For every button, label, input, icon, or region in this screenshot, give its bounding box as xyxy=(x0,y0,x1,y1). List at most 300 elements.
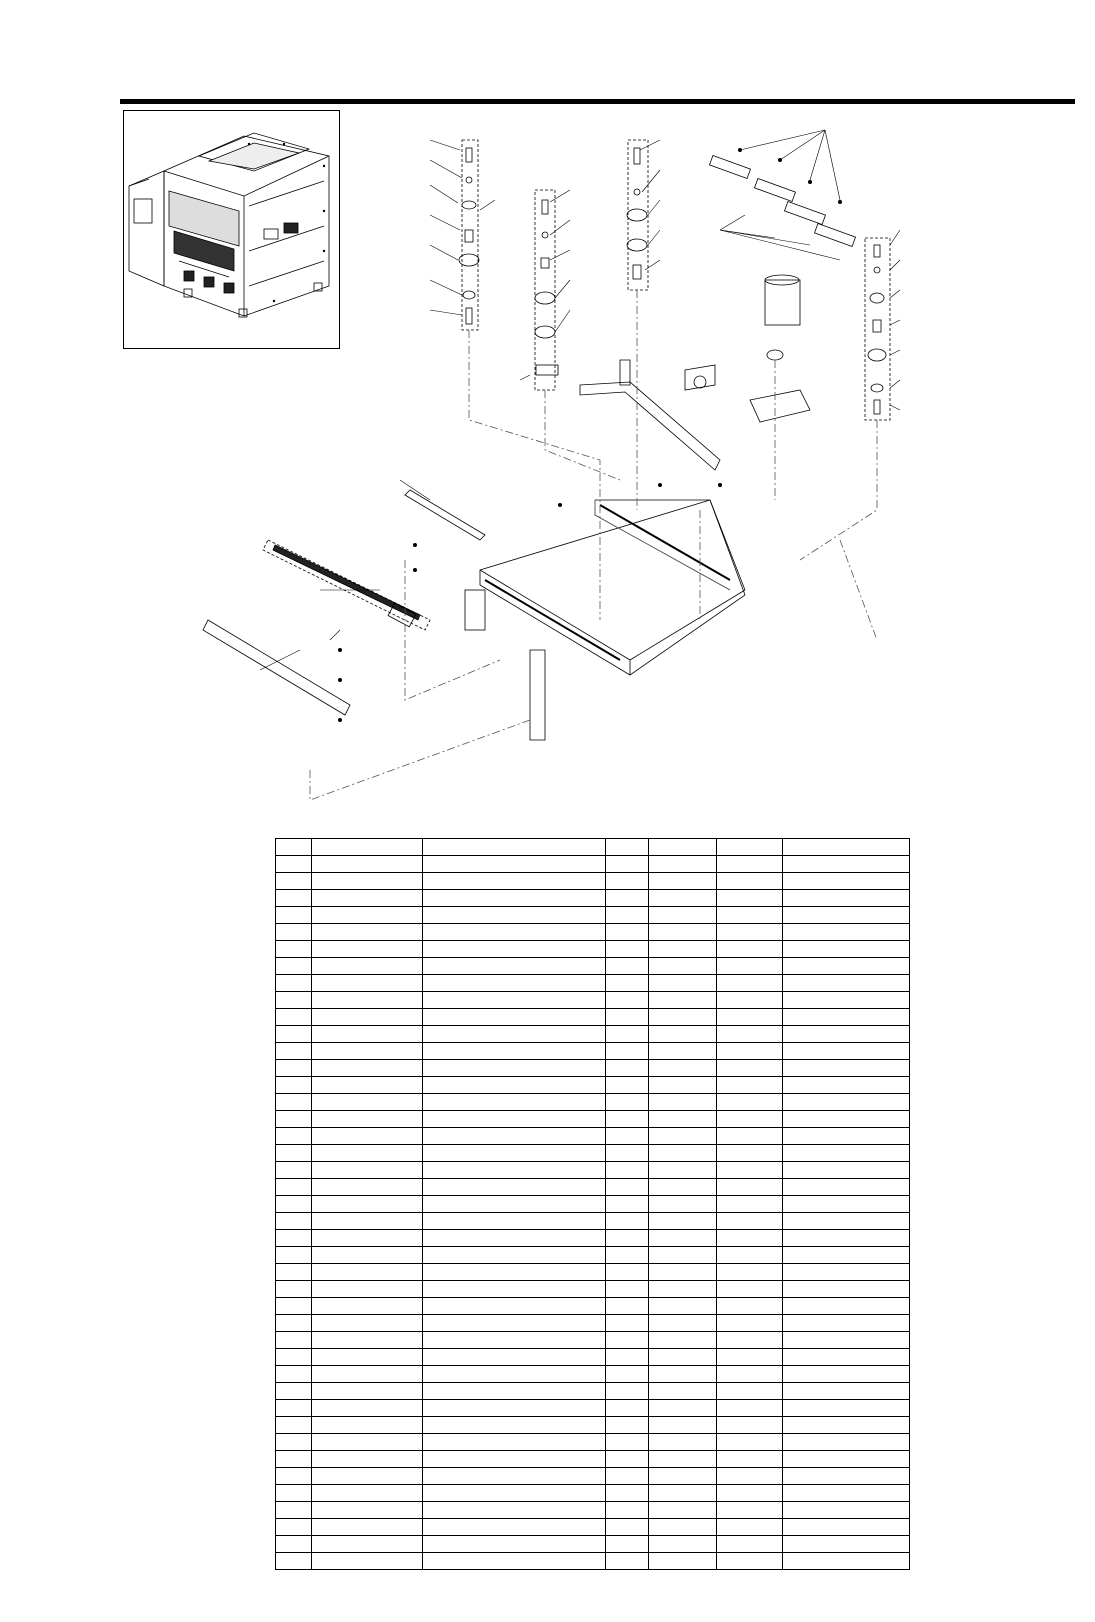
table-cell xyxy=(717,907,783,924)
table-cell xyxy=(276,1281,312,1298)
table-cell xyxy=(783,1009,910,1026)
table-cell xyxy=(717,1298,783,1315)
table-cell xyxy=(311,1468,423,1485)
table-cell xyxy=(311,1485,423,1502)
table-cell xyxy=(605,1230,649,1247)
table-cell xyxy=(276,1247,312,1264)
table-cell xyxy=(605,1349,649,1366)
table-cell xyxy=(605,1094,649,1111)
table-row xyxy=(276,1366,910,1383)
table-row xyxy=(276,1281,910,1298)
table-cell xyxy=(423,907,606,924)
table-cell xyxy=(717,1451,783,1468)
table-cell xyxy=(649,890,717,907)
table-cell xyxy=(649,839,717,856)
table-cell xyxy=(423,856,606,873)
table-cell xyxy=(649,1315,717,1332)
table-cell xyxy=(605,1553,649,1570)
table-cell xyxy=(783,1179,910,1196)
table-cell xyxy=(276,1111,312,1128)
table-cell xyxy=(276,992,312,1009)
table-cell xyxy=(423,1519,606,1536)
header-rule xyxy=(120,99,1075,104)
table-cell xyxy=(717,1468,783,1485)
table-cell xyxy=(276,1349,312,1366)
table-row xyxy=(276,1519,910,1536)
table-cell xyxy=(276,1060,312,1077)
table-cell xyxy=(276,1366,312,1383)
table-row xyxy=(276,1417,910,1434)
table-cell xyxy=(783,1026,910,1043)
table-cell xyxy=(311,975,423,992)
table-cell xyxy=(649,1536,717,1553)
table-cell xyxy=(717,1536,783,1553)
table-cell xyxy=(605,1281,649,1298)
table-cell xyxy=(605,1264,649,1281)
table-cell xyxy=(649,924,717,941)
table-cell xyxy=(649,1230,717,1247)
table-cell xyxy=(276,1230,312,1247)
table-cell xyxy=(276,907,312,924)
table-cell xyxy=(311,1553,423,1570)
table-cell xyxy=(423,1247,606,1264)
table-cell xyxy=(276,1009,312,1026)
table-cell xyxy=(717,1400,783,1417)
table-cell xyxy=(783,1349,910,1366)
table-cell xyxy=(717,1434,783,1451)
table-cell xyxy=(311,1366,423,1383)
table-cell xyxy=(783,941,910,958)
table-cell xyxy=(605,958,649,975)
table-cell xyxy=(311,1111,423,1128)
table-cell xyxy=(783,1434,910,1451)
table-cell xyxy=(649,1077,717,1094)
table-cell xyxy=(605,924,649,941)
table-cell xyxy=(605,1043,649,1060)
table-cell xyxy=(605,1179,649,1196)
table-cell xyxy=(783,1230,910,1247)
table-row xyxy=(276,1060,910,1077)
table-cell xyxy=(276,839,312,856)
table-cell xyxy=(717,1553,783,1570)
table-cell xyxy=(605,873,649,890)
table-cell xyxy=(423,1230,606,1247)
table-cell xyxy=(717,1349,783,1366)
table-cell xyxy=(717,1009,783,1026)
table-cell xyxy=(423,1366,606,1383)
table-cell xyxy=(649,1026,717,1043)
table-cell xyxy=(783,890,910,907)
table-cell xyxy=(783,1536,910,1553)
table-cell xyxy=(423,1179,606,1196)
table-cell xyxy=(311,839,423,856)
table-cell xyxy=(311,958,423,975)
table-cell xyxy=(311,1128,423,1145)
table-cell xyxy=(423,1536,606,1553)
table-cell xyxy=(783,1400,910,1417)
table-cell xyxy=(276,1553,312,1570)
table-cell xyxy=(276,1145,312,1162)
table-cell xyxy=(649,1043,717,1060)
table-cell xyxy=(423,1094,606,1111)
table-cell xyxy=(423,873,606,890)
table-cell xyxy=(605,1162,649,1179)
table-cell xyxy=(276,1536,312,1553)
table-cell xyxy=(649,1162,717,1179)
table-cell xyxy=(605,1315,649,1332)
table-cell xyxy=(276,1434,312,1451)
table-cell xyxy=(605,1247,649,1264)
table-cell xyxy=(276,1026,312,1043)
table-row xyxy=(276,839,910,856)
table-row xyxy=(276,1332,910,1349)
table-cell xyxy=(311,1179,423,1196)
table-cell xyxy=(423,1264,606,1281)
table-row xyxy=(276,856,910,873)
table-cell xyxy=(423,1332,606,1349)
table-cell xyxy=(423,1400,606,1417)
table-cell xyxy=(311,856,423,873)
table-cell xyxy=(276,890,312,907)
table-cell xyxy=(423,1077,606,1094)
table-cell xyxy=(649,992,717,1009)
table-cell xyxy=(423,1162,606,1179)
table-cell xyxy=(605,975,649,992)
table-cell xyxy=(276,1417,312,1434)
table-cell xyxy=(423,1468,606,1485)
table-cell xyxy=(783,1128,910,1145)
table-row xyxy=(276,1213,910,1230)
table-cell xyxy=(605,1077,649,1094)
table-cell xyxy=(605,1366,649,1383)
table-cell xyxy=(311,1247,423,1264)
table-cell xyxy=(423,1145,606,1162)
table-cell xyxy=(717,1230,783,1247)
table-cell xyxy=(276,1400,312,1417)
table-cell xyxy=(276,1094,312,1111)
table-cell xyxy=(311,1519,423,1536)
table-cell xyxy=(649,1145,717,1162)
table-row xyxy=(276,1009,910,1026)
table-cell xyxy=(423,975,606,992)
table-cell xyxy=(311,1383,423,1400)
table-cell xyxy=(649,1519,717,1536)
table-cell xyxy=(649,1366,717,1383)
table-row xyxy=(276,1434,910,1451)
table-cell xyxy=(423,1298,606,1315)
table-cell xyxy=(717,873,783,890)
table-cell xyxy=(311,1264,423,1281)
table-cell xyxy=(311,1060,423,1077)
table-cell xyxy=(276,1451,312,1468)
table-cell xyxy=(717,1502,783,1519)
table-row xyxy=(276,907,910,924)
table-cell xyxy=(423,1060,606,1077)
table-row xyxy=(276,1043,910,1060)
table-cell xyxy=(311,992,423,1009)
table-cell xyxy=(649,1094,717,1111)
table-row xyxy=(276,1468,910,1485)
table-cell xyxy=(276,924,312,941)
table-cell xyxy=(423,1417,606,1434)
table-cell xyxy=(311,873,423,890)
table-cell xyxy=(423,1009,606,1026)
table-row xyxy=(276,1553,910,1570)
table-cell xyxy=(783,1077,910,1094)
table-cell xyxy=(276,1315,312,1332)
table-cell xyxy=(276,1332,312,1349)
table-cell xyxy=(423,1026,606,1043)
table-cell xyxy=(311,1298,423,1315)
table-cell xyxy=(605,1009,649,1026)
table-row xyxy=(276,1400,910,1417)
table-cell xyxy=(783,1162,910,1179)
table-cell xyxy=(717,890,783,907)
table-cell xyxy=(311,1315,423,1332)
table-row xyxy=(276,1383,910,1400)
table-row xyxy=(276,1196,910,1213)
table-cell xyxy=(783,992,910,1009)
table-cell xyxy=(783,1468,910,1485)
table-cell xyxy=(423,1111,606,1128)
table-cell xyxy=(605,1196,649,1213)
table-cell xyxy=(311,1094,423,1111)
table-cell xyxy=(311,1417,423,1434)
table-cell xyxy=(649,1128,717,1145)
table-cell xyxy=(783,1519,910,1536)
table-cell xyxy=(276,1162,312,1179)
table-cell xyxy=(649,1468,717,1485)
table-cell xyxy=(605,1026,649,1043)
table-cell xyxy=(783,1366,910,1383)
table-cell xyxy=(605,1485,649,1502)
table-cell xyxy=(311,924,423,941)
table-row xyxy=(276,1485,910,1502)
table-cell xyxy=(311,1451,423,1468)
table-cell xyxy=(311,890,423,907)
table-row xyxy=(276,1077,910,1094)
table-cell xyxy=(783,907,910,924)
table-cell xyxy=(649,1247,717,1264)
table-cell xyxy=(649,1451,717,1468)
table-row xyxy=(276,1536,910,1553)
table-cell xyxy=(276,1519,312,1536)
table-cell xyxy=(649,1485,717,1502)
table-cell xyxy=(311,1043,423,1060)
table-cell xyxy=(276,1196,312,1213)
table-cell xyxy=(783,1502,910,1519)
table-cell xyxy=(276,1383,312,1400)
table-cell xyxy=(783,975,910,992)
table-row xyxy=(276,1162,910,1179)
table-cell xyxy=(605,907,649,924)
table-cell xyxy=(783,1417,910,1434)
table-cell xyxy=(783,1485,910,1502)
table-cell xyxy=(717,924,783,941)
table-cell xyxy=(649,1349,717,1366)
table-cell xyxy=(605,992,649,1009)
table-cell xyxy=(605,1417,649,1434)
table-cell xyxy=(311,907,423,924)
table-cell xyxy=(717,1213,783,1230)
table-cell xyxy=(605,1383,649,1400)
table-cell xyxy=(649,1383,717,1400)
table-row xyxy=(276,1502,910,1519)
table-cell xyxy=(605,1451,649,1468)
table-cell xyxy=(649,1009,717,1026)
table-row xyxy=(276,1026,910,1043)
table-cell xyxy=(276,1502,312,1519)
table-cell xyxy=(605,1111,649,1128)
table-cell xyxy=(423,924,606,941)
table-cell xyxy=(649,1196,717,1213)
table-cell xyxy=(311,1434,423,1451)
table-cell xyxy=(311,1502,423,1519)
table-cell xyxy=(649,873,717,890)
table-cell xyxy=(649,1553,717,1570)
table-cell xyxy=(276,1077,312,1094)
table-cell xyxy=(717,1264,783,1281)
table-row xyxy=(276,873,910,890)
table-cell xyxy=(276,1264,312,1281)
table-cell xyxy=(276,1213,312,1230)
table-cell xyxy=(605,1332,649,1349)
table-cell xyxy=(276,1043,312,1060)
table-cell xyxy=(717,1519,783,1536)
table-cell xyxy=(649,941,717,958)
parts-list-table xyxy=(275,838,910,1570)
table-cell xyxy=(423,1213,606,1230)
table-cell xyxy=(783,839,910,856)
table-cell xyxy=(717,958,783,975)
table-row xyxy=(276,890,910,907)
table-cell xyxy=(783,958,910,975)
table-cell xyxy=(783,1383,910,1400)
table-cell xyxy=(605,1298,649,1315)
table-cell xyxy=(311,1281,423,1298)
table-cell xyxy=(423,1043,606,1060)
table-cell xyxy=(717,1162,783,1179)
table-cell xyxy=(649,1264,717,1281)
table-cell xyxy=(717,1383,783,1400)
table-cell xyxy=(649,1332,717,1349)
table-cell xyxy=(311,1349,423,1366)
table-cell xyxy=(649,1060,717,1077)
table-cell xyxy=(649,1502,717,1519)
table-cell xyxy=(423,1485,606,1502)
table-cell xyxy=(605,1468,649,1485)
table-cell xyxy=(276,1179,312,1196)
table-cell xyxy=(423,958,606,975)
table-cell xyxy=(605,1502,649,1519)
table-cell xyxy=(783,873,910,890)
table-cell xyxy=(605,1145,649,1162)
table-cell xyxy=(717,992,783,1009)
table-cell xyxy=(311,941,423,958)
table-cell xyxy=(717,1145,783,1162)
table-cell xyxy=(783,1145,910,1162)
table-cell xyxy=(423,941,606,958)
table-cell xyxy=(311,1026,423,1043)
table-cell xyxy=(605,1213,649,1230)
table-row xyxy=(276,1315,910,1332)
table-cell xyxy=(717,975,783,992)
table-cell xyxy=(783,1264,910,1281)
table-cell xyxy=(783,1247,910,1264)
table-cell xyxy=(311,1230,423,1247)
table-cell xyxy=(649,856,717,873)
table-cell xyxy=(311,1332,423,1349)
table-row xyxy=(276,1349,910,1366)
table-cell xyxy=(311,1400,423,1417)
table-cell xyxy=(783,1298,910,1315)
table-cell xyxy=(311,1077,423,1094)
table-cell xyxy=(717,1247,783,1264)
table-cell xyxy=(276,856,312,873)
table-cell xyxy=(423,992,606,1009)
table-cell xyxy=(783,1043,910,1060)
table-cell xyxy=(605,890,649,907)
table-row xyxy=(276,975,910,992)
table-cell xyxy=(649,1213,717,1230)
table-cell xyxy=(649,907,717,924)
table-row xyxy=(276,992,910,1009)
table-cell xyxy=(783,856,910,873)
table-cell xyxy=(649,1179,717,1196)
table-cell xyxy=(649,975,717,992)
table-cell xyxy=(276,975,312,992)
table-cell xyxy=(783,1281,910,1298)
table-cell xyxy=(649,1111,717,1128)
table-cell xyxy=(783,1060,910,1077)
table-row xyxy=(276,1128,910,1145)
table-cell xyxy=(717,1043,783,1060)
table-cell xyxy=(783,1213,910,1230)
table-cell xyxy=(717,941,783,958)
table-row xyxy=(276,1247,910,1264)
table-cell xyxy=(605,1519,649,1536)
table-cell xyxy=(783,1451,910,1468)
table-cell xyxy=(423,1196,606,1213)
table-cell xyxy=(423,1502,606,1519)
table-row xyxy=(276,1111,910,1128)
table-cell xyxy=(276,941,312,958)
table-cell xyxy=(276,1485,312,1502)
table-row xyxy=(276,1264,910,1281)
table-cell xyxy=(717,1026,783,1043)
table-cell xyxy=(605,839,649,856)
table-cell xyxy=(311,1145,423,1162)
table-cell xyxy=(783,1196,910,1213)
table-cell xyxy=(717,1196,783,1213)
table-cell xyxy=(605,1434,649,1451)
table-cell xyxy=(717,839,783,856)
table-cell xyxy=(649,1400,717,1417)
table-cell xyxy=(717,856,783,873)
table-cell xyxy=(783,1315,910,1332)
table-row xyxy=(276,1298,910,1315)
table-cell xyxy=(605,941,649,958)
table-cell xyxy=(649,1417,717,1434)
table-row xyxy=(276,1179,910,1196)
table-cell xyxy=(423,839,606,856)
table-row xyxy=(276,1230,910,1247)
table-cell xyxy=(605,1536,649,1553)
table-cell xyxy=(649,1281,717,1298)
table-cell xyxy=(605,1400,649,1417)
table-cell xyxy=(605,1128,649,1145)
table-cell xyxy=(423,1281,606,1298)
